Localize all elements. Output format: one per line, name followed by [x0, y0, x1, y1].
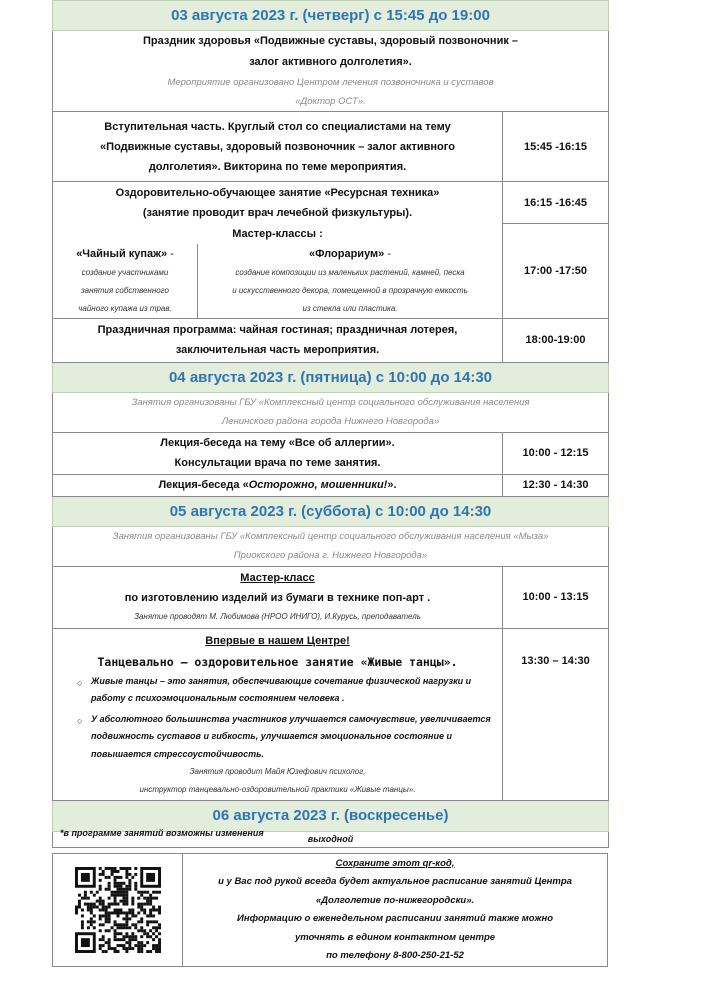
master-class-title: «Чайный купаж» [76, 247, 168, 260]
time-slot: 15:45 -16:15 [503, 112, 609, 182]
master-class-florarium: «Флорариум» - создание композиции из маленьких растений, камней, песка и искусственного декора, помещенной в прозрачную емкость из стекла или пластика. [198, 244, 503, 319]
event-organizer: «Доктор ОСТ». [295, 96, 366, 107]
schedule-row [53, 432, 609, 474]
master-class-tea: «Чайный купаж» - создание участниками занятия собственного чайного купажа из трав. [53, 244, 198, 319]
activity-text: Лекция-беседа «Осторожно, мошенники!». [53, 474, 503, 496]
time-slot: 16:15 -16:45 [503, 182, 609, 224]
event-organizer: Ленинского района города Нижнего Новгорода» [221, 416, 440, 427]
time-slot: 10:00 - 12:15 [503, 432, 609, 474]
time-slot: 10:00 - 13:15 [503, 566, 609, 628]
event-organizer: Занятия организованы ГБУ «Комплексный центр социального обслуживания населения «Мыза» [112, 531, 549, 542]
qr-info-box [52, 853, 608, 967]
organizer-row [53, 526, 609, 566]
master-label-row [53, 224, 609, 244]
time-slot: 18:00-19:00 [503, 318, 609, 362]
activity-text: «Подвижные суставы, здоровый позвоночник – залог активного [100, 140, 455, 153]
schedule-row [53, 474, 609, 496]
day-header-row [53, 800, 609, 831]
instructor-text: инструктор танцевально-оздоровительной практики «Живые танцы». [139, 785, 416, 794]
activity-text: Лекция-беседа на тему «Все об аллергии». [160, 437, 395, 449]
event-organizer: Занятия организованы ГБУ «Комплексный центр социального обслуживания населения [131, 397, 530, 408]
master-class-title: «Флорариум» [308, 247, 385, 260]
schedule-row [53, 112, 609, 182]
day-header: 04 августа 2023 г. (пятница) с 10:00 до 14:30 [53, 362, 609, 392]
first-time-banner: Впервые в нашем Центре! [205, 634, 350, 647]
qr-info-text: Сохраните этот qr-код, и у Вас под рукой всегда будет актуальное расписание занятий Центра «Долголетие по-нижегородски». Информацию о еженедельном расписании занятий также можно уточнять в едином контактном центре по телефону 8-800-250-21-52 [218, 857, 572, 961]
day-header-row [53, 362, 609, 392]
circle-bullet-icon: ○ [77, 715, 83, 726]
time-slot: 17:00 -17:50 [503, 224, 609, 319]
activity-text: Праздничная программа: чайная гостиная; праздничная лотерея, [97, 324, 458, 336]
activity-text: по изготовлению изделий из бумаги в технике поп-арт . [124, 592, 431, 604]
activity-text: долголетия». Викторина по теме мероприятия. [148, 160, 407, 173]
circle-bullet-icon: ○ [77, 677, 83, 688]
dance-class-title: Танцевально – оздоровительное занятие «Живые танцы». [97, 654, 458, 669]
day-header: 03 августа 2023 г. (четверг) с 15:45 до 19:00 [53, 1, 609, 31]
event-organizer: Приокского района г. Нижнего Новгорода» [233, 550, 428, 561]
qr-code-icon[interactable] [75, 867, 161, 953]
day-header-row [53, 1, 609, 31]
day-header: 05 августа 2023 г. (суббота) с 10:00 до 14:30 [53, 496, 609, 526]
list-item: ○ Живые танцы – это занятия, обеспечивающие сочетание физической нагрузки и работу с психоэмоциональным состоянием человека . [77, 675, 472, 703]
instructor-text: Занятие проводят М. Любимова (НРОО ИНИГО), И.Курусь, преподаватель [134, 612, 421, 621]
activity-text: Оздоровительно-обучающее занятие «Ресурсная техника» [115, 186, 440, 199]
list-item: ○ У абсолютного большинства участников улучшается самочувствие, увеличивается подвижность суставов и гибкость, улучшается эмоциональное состояние и повышается стрессоустойчивость. [77, 713, 491, 759]
event-title: Праздник здоровья «Подвижные суставы, здоровый позвоночник – [142, 35, 519, 47]
instructor-text: Занятия проводит Майя Юзефович психолог, [189, 767, 366, 776]
day-off-label: выходной [53, 831, 609, 847]
schedule-document [52, 0, 608, 848]
schedule-table [52, 0, 609, 848]
day-header-row [53, 496, 609, 526]
activity-text: заключительная часть мероприятия. [175, 344, 380, 356]
time-slot: 12:30 - 14:30 [503, 474, 609, 496]
organizer-row [53, 392, 609, 432]
time-slot: 13:30 – 14:30 [503, 628, 609, 800]
schedule-row [53, 566, 609, 628]
schedule-row [53, 182, 609, 224]
schedule-row [53, 318, 609, 362]
changes-note: *в программе занятий возможны изменения [60, 828, 264, 838]
day-header: 06 августа 2023 г. (воскресенье) [53, 800, 609, 831]
master-classes-label: Мастер-классы : [53, 224, 503, 244]
event-title: залог активного долголетия». [249, 56, 412, 68]
intro-row [53, 31, 609, 112]
activity-text: Консультации врача по теме занятия. [174, 457, 381, 469]
activity-text: (занятие проводит врач лечебной физкультуры). [142, 206, 413, 219]
schedule-row [53, 628, 609, 800]
event-organizer: Мероприятие организовано Центром лечения позвоночника и суставов [167, 77, 494, 88]
master-class-heading: Мастер-класс [240, 572, 315, 584]
activity-text: Вступительная часть. Круглый стол со специалистами на тему [104, 120, 451, 133]
